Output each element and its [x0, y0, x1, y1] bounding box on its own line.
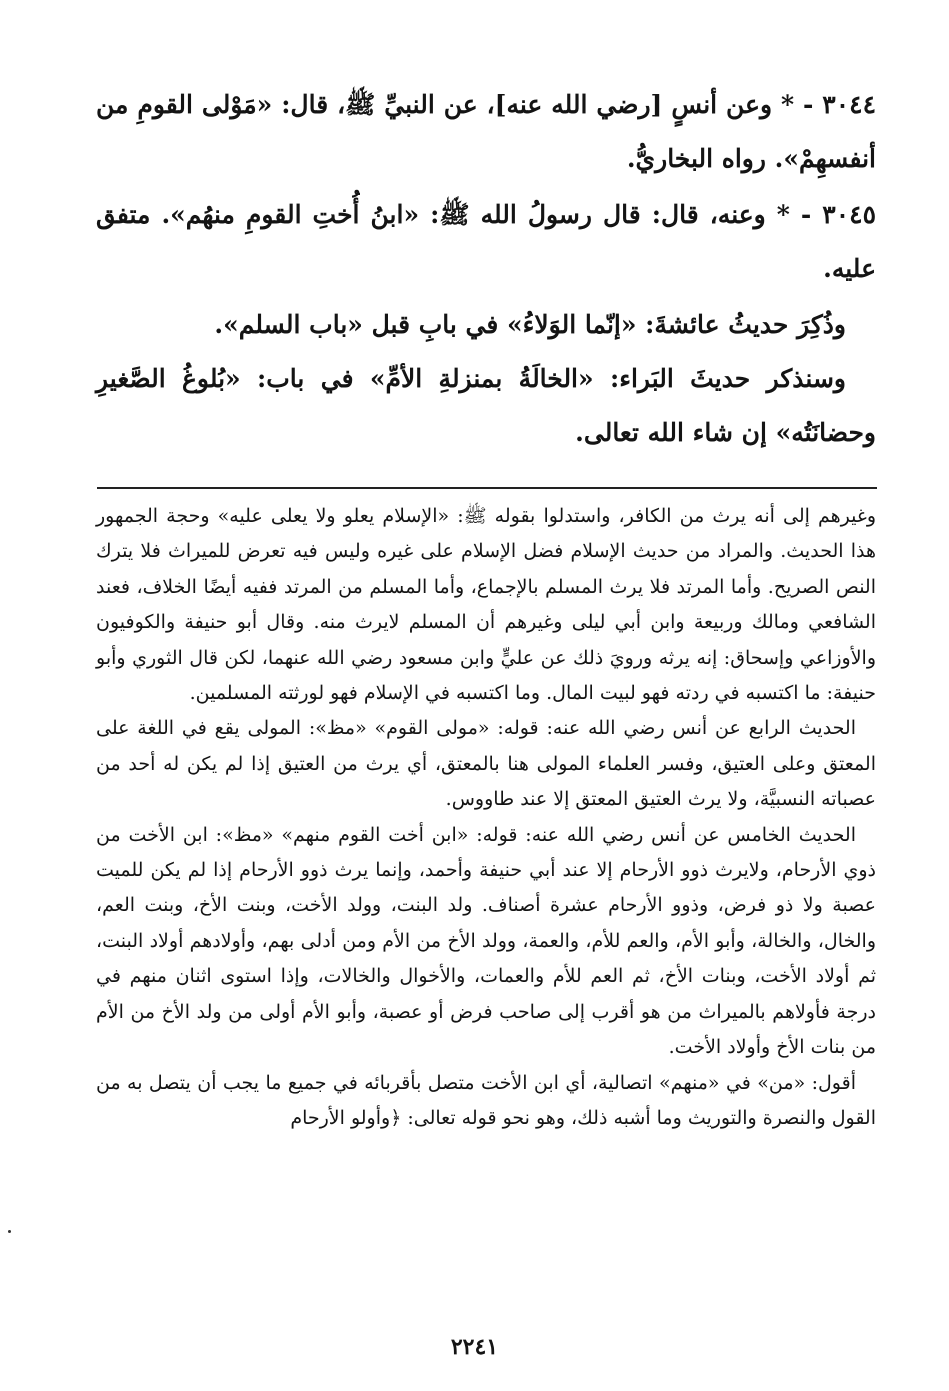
footnote-paragraph: الحديث الخامس عن أنس رضي الله عنه: قوله: «ابن أخت القوم منهم» «مظ»: ابن الأخت من ذوي الأرحام، ولايرث ذوو الأرحام إلا عند أبي حنيفة وأحمد، وإنما يرث ذوو الأرحام إذا لم يكن للميت عصبة ولا ذو فرض، وذوو الأرحام عشرة أصناف. ولد البنت، وولد الأخت، وبنت الأخ، وبنت العم، والخال، والخالة، وأبو الأم، والعم للأم، والعمة، وولد الأخ من الأم ومن أدلى بهم، وأولادهم أولاد البنت، ثم أولاد الأخت، وبنات الأخ، ثم العم للأم والعمات، والأخوال والخالات، وإذا استوى اثنان منهم في درجة فأولاهم بالميراث من هو أقرب إلى صاحب فرض أو عصبة، وأبو الأم أولى من ولد الأخ من الأم من بنات الأخ وأولاد الأخت.	[96, 823, 876, 1059]
footnote-paragraph: الحديث الرابع عن أنس رضي الله عنه: قوله: «مولى القوم» «مظ»: المولى يقع في اللغة على المعتق وعلى العتيق، وفسر العلماء المولى هنا بالمعتق، أي يرث من العتيق إذا لم يكن له أحد من عصباته النسبيَّة، ولا يرث العتيق المعتق إلا عند طاووس.	[96, 717, 876, 811]
main-text	[96, 78, 876, 460]
note-bara: وسنذكر حديثَ البَراء: «الخالَةُ بمنزلةِ الأمِّ» في باب: «بُلوغُ الصَّغيرِ وحضانَتُه» إن شاء الله تعالى.	[96, 364, 876, 447]
page-number: ٢٢٤١	[450, 1334, 499, 1360]
note-aisha: وذُكِرَ حديثُ عائشةَ: «إنّما الوَلاءُ» في بابِ قبل «باب السلم».	[214, 310, 846, 339]
footnote-paragraph: وغيرهم إلى أنه يرث من الكافر، واستدلوا بقوله ﷺ: «الإسلام يعلو ولا يعلى عليه» وحجة الجمهور هذا الحديث. والمراد من حديث الإسلام فضل الإسلام على غيره وليس فيه تعرض للميراث فلا يترك النص الصريح. وأما المرتد فلا يرث المسلم بالإجماع، وأما المسلم من المرتد ففيه أيضًا الخلاف، فعند الشافعي ومالك وربيعة وابن أبي ليلى وغيرهم أن المسلم لايرث منه. وقال أبو حنيفة والكوفيون والأوزاعي وإسحاق: إنه يرثه ورويَ ذلك عن عليٍّ وابن مسعود رضي الله عنهما، لكن قال الثوري وأبو حنيفة: ما اكتسبه في ردته فهو لبيت المال. وما اكتسبه في الإسلام فهو لورثته المسلمين.	[96, 505, 876, 705]
footnote-divider	[97, 487, 877, 489]
hadith-3045: ٣٠٤٥ - * وعنه، قال: قال رسولُ الله ﷺ: «ابنُ أُختِ القومِ منهُم». متفق عليه.	[96, 200, 876, 283]
hadith-3044: ٣٠٤٤ - * وعن أنسٍ [رضي الله عنه]، عن النبيِّ ﷺ، قال: «مَوْلى القومِ من أنفسهِمْ». رواه البخاريُّ.	[96, 90, 876, 173]
footnotes	[96, 499, 876, 1136]
scan-speck	[8, 1230, 11, 1233]
footnote-paragraph: أقول: «من» في «منهم» اتصالية، أي ابن الأخت متصل بأقربائه في جميع ما يجب أن يتصل به من القول والنصرة والتوريث وما أشبه ذلك، وهو نحو قوله تعالى: ﴿وأولو الأرحام	[96, 1071, 876, 1129]
